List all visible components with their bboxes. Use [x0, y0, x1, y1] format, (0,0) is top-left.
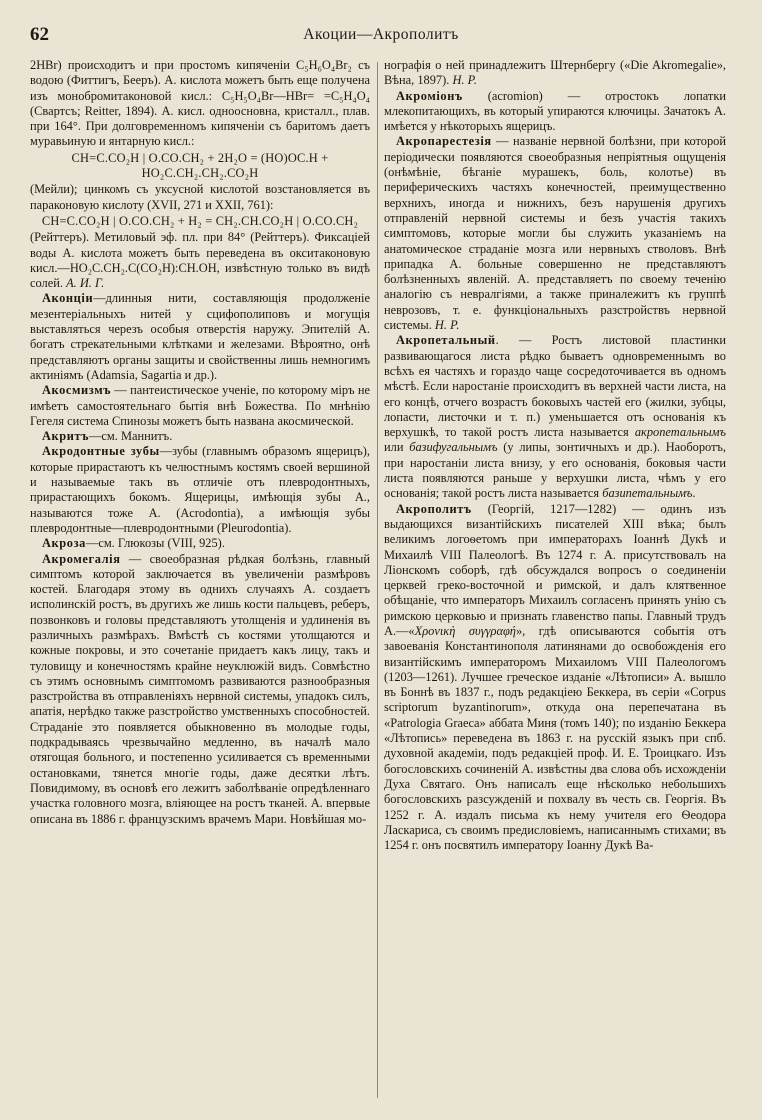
column-divider	[377, 62, 378, 1098]
entry-body: —зубы (главнымъ образомъ ящерицъ), которые прирастаютъ къ челюстнымъ костямъ своей вершиной и называемые такъ въ отличіе отъ плевродонтныхъ, прирастающихъ бокомъ. Ящерицы, имѣющія зубы А., называются тоже А. (Acrodontia), а имѣющія зубы плевродонтные—плевродонтными (Pleurodontia).	[30, 444, 370, 535]
entry-akropetalny	[384, 333, 726, 501]
running-head: Акоции—Акрополитъ	[303, 26, 459, 43]
entry-body: — своеобразная рѣдкая болѣзнь, главный симптомъ которой заключается въ увеличеніи размѣровъ костей. Благодаря этому въ однихъ случаяхъ А. создаетъ исполинскій ростъ, въ другихъ же лишь кости пальцевъ, реберъ, позвонковъ и головы представляютъ утолщенія и удлиненія въ различныхъ размѣрахъ. Вмѣстѣ съ костями утолщаются и кожные покровы, и это сочетаніе придаетъ какъ лицу, такъ и туловищу и конечностямъ крайне неуклюжій видъ. Совмѣстно съ этимъ основнымъ симптомомъ развиваются разнообразныя разстройства въ отправленіяхъ нервной системы, упадокъ силъ, апатія, нерѣдко также разстройство умственныхъ способностей. Страданіе это появляется обыкновенно въ молодые годы, подкрадываясь чрезвычайно медленно, въ началѣ мало отягощая больного, и постепенно усиливается съ временными остановками, тянется многіе годы, даже десятки лѣтъ. Повидимому, въ основѣ его лежитъ заболѣваніе опредѣленнаго участка головного мозга, вліяющее на ростъ тканей. А. впервые описана въ 1886 г. французскимъ врачемъ Мари. Новѣйшая мо-	[30, 551, 370, 826]
entry-body: — названіе нервной болѣзни, при которой періодически появляются своеобразныя непріятныя ощущенія (онѣмѣніе, бѣганіе мурашекъ, боль, колотье) въ периферическихъ частяхъ конечностей, преимущественно верхнихъ, иногда и нижнихъ, безъ нарушенія другихъ отправленій нервной системы и безъ участія такихъ симптомовъ, которые могли бы служить указаніемъ на анатомическое страданіе мозга или нервныхъ стволовъ. Внѣ припадка А. больные совершенно не представляютъ болѣзненныхъ явленій. А. представляетъ по своему теченію аналогію съ невралгіями, а также приналежитъ къ группѣ неврозовъ, т. е. функціональныхъ разстройствъ нервной системы.	[384, 134, 726, 333]
entry-headword: Акродонтные зубы	[42, 444, 160, 459]
entry-headword: Акрополитъ	[396, 501, 472, 516]
author-signature: Н. Р.	[434, 318, 460, 333]
paragraph-continuation-right	[384, 58, 726, 89]
entry-akrodontnye-zuby	[30, 444, 370, 536]
left-column	[30, 58, 370, 1106]
paragraph-continuation	[30, 58, 370, 150]
entry-akosmizm	[30, 383, 370, 429]
entry-body: (acromion) — отростокъ лопатки млекопитающихъ, въ который упираются ключицы. Зачатокъ А. имѣется у нѣкоторыхъ ящерицъ.	[384, 88, 726, 134]
entry-headword: Акромегалія	[42, 551, 121, 566]
author-signature: А. И. Г.	[66, 276, 105, 291]
entry-body-rest: (у липы, зонтичныхъ и др.). Наоборотъ, при наростаніи листа внизу, у его основанія, боковыя части листа появляются раньше у верхушки листа, чѣмъ у его основанія; такой ростъ листа называется	[384, 440, 726, 501]
entry-akropolit	[384, 502, 726, 854]
entry-akrit	[30, 429, 370, 444]
entry-body-mid: или	[384, 440, 410, 455]
entry-akromion	[384, 89, 726, 135]
paragraph-text: 2НВr) происходитъ и при простомъ кипяченіи C₅H₆O₄Br₂ съ водою (Фиттигъ, Бееръ). А. кислота можетъ быть еще получена изъ монобромитаконовой кисл.: C₅H₅O₄Br—HBr= =C₅H₄O₄ (Свартсъ; Reitter, 1894). А. кисл. одноосновна, кристалл., плав. при 164°. При долговременномъ кипяченіи съ баритомъ даетъ муравьиную и янтарную кисл.:	[30, 58, 370, 149]
paragraph-text-3	[30, 230, 370, 291]
italic-term: акропетальнымъ	[634, 425, 726, 440]
entry-body: — пантеистическое ученіе, по которому міръ не имѣетъ самостоятельнаго бытія внѣ Божества. По мнѣнію Гегеля система Спинозы можетъ быть названа акосмической.	[30, 383, 370, 428]
entry-body: —длинныя нити, составляющія продолженіе мезентеріальныхъ нитей у сцифополиповъ и могущія выставляться черезъ особыя отверстія наружу. Эпителій А. богатъ стрекательными клѣтками и железами. Вѣроятно, онѣ представляютъ органы защиты и свойственны лишь немногимъ актиніямъ (Adamsia, Sagartia и др.).	[30, 291, 370, 382]
entry-headword: Акроза	[42, 536, 86, 551]
paragraph-text-2	[30, 182, 370, 213]
italic-term: базипетальнымъ	[602, 486, 693, 501]
entry-body-end: .	[692, 486, 696, 501]
entry-body: . — Ростъ листовой пластинки развивающагося листа рѣдко бываетъ одновременнымъ во всѣхъ ея частяхъ и гораздо чаще сосредоточивается въ одномъ мѣстѣ. Если наростаніе происходитъ въ верхней части листа, на его концѣ, отчего возрастъ боковыхъ частей его (жилки, зубцы, лопасти, листочки и т. п.) уменьшается отъ основанія къ верхушкѣ, то такой ростъ листа называется	[384, 333, 726, 440]
right-column	[384, 58, 726, 1106]
chemical-formula: CH=C.CO₂H | O.CO.CH₂ + 2H₂O = (HO)OC.H + HO₂C.CH₂.CH₂.CO₂H	[71, 150, 329, 181]
entry-headword: Аконціи	[42, 291, 94, 306]
page-number: 62	[30, 24, 49, 45]
entry-headword: Акропарестезія	[396, 134, 492, 149]
page-header	[30, 24, 732, 50]
entry-akontsii	[30, 291, 370, 383]
entry-akromegaliya	[30, 552, 370, 827]
paragraph-text: нографія о ней принадлежитъ Штернбергу («Die Akromegalie», Вѣна, 1897).	[384, 58, 726, 88]
entry-headword: Акроміонъ	[396, 88, 463, 103]
entry-headword: Акритъ	[42, 429, 90, 444]
entry-akroza	[30, 536, 370, 551]
paragraph-text: (Мейли); цинкомъ съ уксусной кислотой возстановляется въ параконовую кислоту (XVII, 271 и XXII, 761):	[30, 182, 370, 212]
chemical-formula-2: CH=C.CO₂H | O.CO.CH₂ + H₂ = CH₂.CH.CO₂H | O.CO.CH₂	[41, 213, 359, 228]
entry-headword: Акропетальный	[396, 333, 496, 348]
italic-term: базифугальнымъ	[409, 440, 498, 455]
author-signature: Н. Р.	[452, 73, 478, 88]
greek-title: Χρονικὴ συγγραφή	[414, 623, 516, 638]
entry-body: —см. Глюкозы (VIII, 925).	[85, 536, 225, 551]
entry-body: (Георгій, 1217—1282) — одинъ изъ выдающихся византійскихъ писателей XIII вѣка; былъ великимъ логоѳетомъ при императорахъ Іоаннѣ Дукѣ и Михаилѣ VIII Палеологѣ. Въ 1274 г. А. присутствовалъ на Ліонскомъ соборѣ, гдѣ обсуждался вопросъ о соединеніи церквей греко-восточной и римской, и далъ клятвенное обѣщаніе, что императоръ Михаилъ согласенъ принять унію съ римскою церковью и признать главенство папы. Главный трудъ А.—«	[384, 501, 726, 638]
entry-headword: Акосмизмъ	[42, 383, 112, 398]
entry-akroparesteziya	[384, 134, 726, 333]
entry-body-cont: », гдѣ описываются событія отъ завоеванія Константинополя латинянами до освобожденія его византійскимъ императоромъ Михаиломъ VIII Палеологомъ (1203—1261). Лучшее греческое изданіе «Лѣтописи» А. вышло въ Боннѣ въ 1837 г., подъ редакціею Беккера, въ серіи «Corpus scriptorum byzantinorum», откуда она перепечатана въ «Patrologia Graeca» аббата Миня (томъ 140); по изданію Беккера «Лѣтопись» переведена въ 1863 г. на русскій языкъ при спб. духовной академіи, подъ редакціей проф. И. Е. Троицкаго. Изъ богословскихъ сочиненій А. извѣстны два слова объ исхожденіи Духа Святаго. Онъ написалъ еще нѣсколько небольшихъ богословскихъ разсужденій и похвалу въ честь св. Георгія. Въ 1252 г. А. издалъ письма къ нему учителя его Ѳеодора Ласкариса, съ своимъ предисловіемъ, написаннымъ стихами; въ 1254 г. онъ посвятилъ императору Іоанну Дукѣ Ва-	[384, 623, 726, 853]
paragraph-text: (Рейттеръ). Метиловый эф. пл. при 84° (Рейттеръ). Фиксаціей воды А. кислота можетъ быть переведена въ окситаконовую кисл.—HO₂C.CH₂.C(CO₂H):CH.OH, извѣстную только въ видѣ солей.	[30, 230, 370, 291]
entry-body: —см. Маннитъ.	[89, 429, 173, 444]
